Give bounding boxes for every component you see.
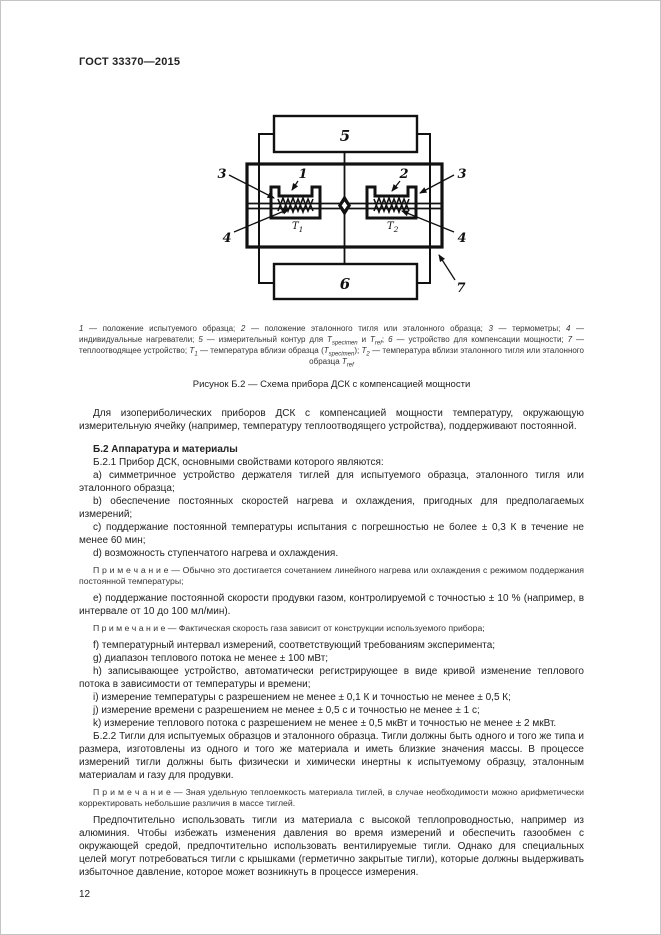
note-2: П р и м е ч а н и е — Фактическая скорость газа зависит от конструкции используемого прибора; — [93, 623, 485, 633]
clause-d: d) возможность ступенчатого нагрева и охлаждения. — [93, 548, 339, 559]
page-number: 12 — [79, 889, 91, 900]
dsc-power-compensation-diagram — [212, 107, 480, 307]
label-4-right: 4 — [457, 231, 467, 246]
clause-k: k) измерение теплового потока с разрешением не менее ± 0,5 мкВт и точностью не менее ± 2 мкВт. — [93, 718, 557, 729]
clause-b21-intro: Б.2.1 Прибор ДСК, основными свойствами которого являются: — [93, 457, 384, 468]
clause-i: i) измерение температуры с разрешением не менее ± 0,1 К и точностью не менее ± 0,5 К; — [93, 692, 511, 703]
label-5: 5 — [339, 127, 351, 145]
clause-j: j) измерение времени с разрешением не менее ± 0,5 с и точностью не менее ± 1 с; — [93, 705, 480, 716]
label-3-left: 3 — [217, 167, 227, 182]
figure-b2 — [79, 107, 584, 307]
clause-e: e) поддержание постоянной скорости продувки газом, контролируемой с точностью ± 10 % (например, в интервале от 10 до 100 мл/мин). — [79, 593, 584, 617]
figure-caption: 1 — положение испытуемого образца; 2 — положение эталонного тигля или эталонного образца; 3 — термометры; 4 — индивидуальные нагреватели; 5 — измерительный контур для $T_{specimen}$ и $T_{ref}$; 6 — устройство для компенсации мощности; 7 — теплоотводящее устройство; $T_1$ — температура вблизи образца $(T_{specimen})$; $T_2$ — температура вблизи эталонного тигля или эталонного образца $T_{ref}$ — [79, 324, 584, 369]
label-t1: $T_1$ — [292, 221, 304, 234]
label-1: 1 — [298, 167, 308, 182]
standard-number: ГОСТ 33370—2015 — [79, 56, 181, 68]
paragraph-isoperibolic: Для изопериболических приборов ДСК с компенсацией мощности температуру, окружающую измерительную ячейку (например, температуру теплоотводящего устройства), поддерживают постоянной. — [79, 408, 584, 432]
note-1: П р и м е ч а н и е — Обычно это достигается сочетанием линейного нагрева или охлаждения с режимом поддержания постоянной температуры; — [79, 565, 584, 586]
clause-g: g) диапазон теплового потока не менее ± 100 мВт; — [93, 653, 329, 664]
label-t2: $T_2$ — [387, 221, 399, 234]
paragraph-crucible-material: Предпочтительно использовать тигли из материала с высокой теплопроводностью, например из алюминия. Чтобы избежать изменения давления во время измерений и обеспечить газообмен с окружающей средой, предпочтительно использовать вентилируемые тигли. Однако для специальных целей могут потребоваться тигли с крышками (герметично закрытые тигли), которые должны выдерживать избыточное давление, которое может возникнуть в процессе измерения. — [79, 815, 584, 878]
note-3: П р и м е ч а н и е — Зная удельную теплоемкость материала тиглей, в случае необходимости можно арифметически корректировать небольшие различия в массе тиглей. — [79, 787, 584, 808]
page-content — [1, 1, 660, 901]
section-b2-title: Б.2 Аппаратура и материалы — [93, 444, 238, 455]
label-6: 6 — [339, 275, 351, 293]
clause-h: h) записывающее устройство, автоматически регистрирующее в виде кривой изменение теплового потока в зависимости от температуры и времени; — [79, 666, 584, 690]
clause-f: f) температурный интервал измерений, соответствующий требованиям эксперимента; — [93, 640, 496, 651]
clause-b: b) обеспечение постоянных скоростей нагрева и охлаждения, пригодных для предполагаемых измерений; — [79, 496, 584, 520]
label-3-right: 3 — [457, 167, 467, 182]
label-2: 2 — [399, 167, 409, 182]
label-4-left: 4 — [222, 231, 232, 246]
clause-b22: Б.2.2 Тигли для испытуемых образцов и эталонного образца. Тигли должны быть одного и того же типа и размера, изготовлены из одного и того же материала и иметь близкие значения массы. В процессе измерений тигли должны быть физически и химически инертны к испытуемому образцу, эталонным материалам и газу для продувки. — [79, 731, 584, 781]
clause-c: c) поддержание постоянной температуры испытания с погрешностью не более ± 0,3 К в течение не менее 60 мин; — [79, 522, 584, 546]
figure-title: Рисунок Б.2 — Схема прибора ДСК с компенсацией мощности — [192, 379, 471, 390]
label-7: 7 — [456, 281, 466, 296]
clause-a: a) симметричное устройство держателя тиглей для испытуемого образца, эталонного тигля или эталонного образца; — [79, 470, 584, 494]
